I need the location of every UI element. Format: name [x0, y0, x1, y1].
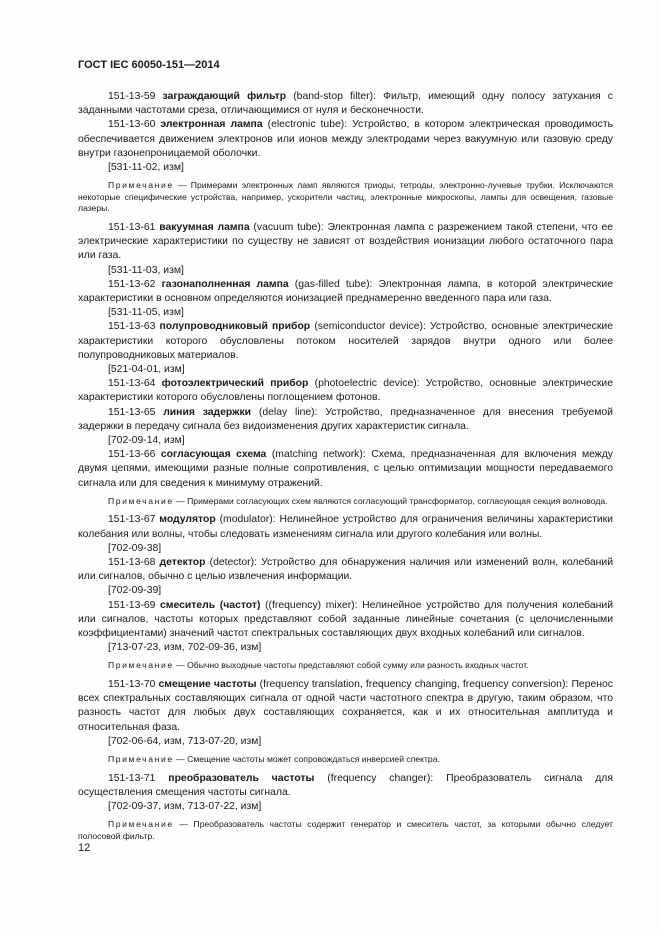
term-number: 151-13-59 — [108, 91, 163, 102]
term-definition — [78, 406, 613, 434]
note-text: — Преобразователь частоты содержит генератор и смеситель частот, за которыми обычно следует полосовой фильтр. — [78, 819, 613, 841]
source-reference: [531-11-03, изм] — [108, 264, 184, 276]
term-definition — [78, 278, 613, 306]
term-text: (gas-filled tube): Электронная лампа, в которой электрические характеристики в основном определяются ионизацией преднамеренно введенного пара или газа. — [78, 278, 613, 305]
term-text: ((frequency) mixer): Нелинейное устройство для получения колебаний или сигналов, частоты которых представляют собой заданные линейные сочетания (с целочисленными коэффициентами) значений частот спектральных составляющих двух входных колебаний или сигналов. — [78, 599, 614, 640]
note-label: Примечание — [108, 660, 174, 671]
term-name: фотоэлектрический прибор — [161, 378, 309, 390]
term-text: (band-stop filter): Фильтр, имеющий одну полосу затухания с заданными частотами среза, отличающимися от нуля и бесконечности. — [78, 91, 613, 117]
term-text: (frequency translation, frequency changing, frequency conversion): Перенос всех спектральных составляющих сигнала от одной части частотного спектра в другую, таким образом, что разность частот для любых двух составляющих сохраняется, как и их относительная амплитуда и относительная фаза. — [78, 679, 613, 733]
term-text: (matching network): Схема, предназначенная для включения между двумя цепями, имеющими разные полные сопротивления, с целью оптимизации мощности передаваемого сигнала или для сведения к минимуму отражений. — [78, 449, 613, 489]
term-number: 151-13-60 — [108, 119, 161, 131]
term-number: 151-13-70 — [108, 679, 159, 691]
term-number: 151-13-69 — [108, 599, 161, 611]
term-definition — [78, 556, 613, 584]
source-reference: [702-09-37, изм, 713-07-22, изм] — [108, 801, 262, 813]
term-name: детектор — [159, 557, 206, 569]
source-reference: [702-06-64, изм, 713-07-20, изм] — [108, 735, 262, 747]
term-name: линия задержки — [163, 406, 252, 418]
term-text: (detector): Устройство для обнаружения наличия или изменений волн, колебаний или сигналов, обычно с целью извлечения информации. — [78, 557, 613, 583]
note-text: — Примерами согласующих схем являются согласующий трансформатор, согласующая секция волновода. — [173, 495, 608, 506]
note — [78, 180, 613, 215]
term-text: (delay line): Устройство, предназначенное для внесения требуемой задержки в передачу сигнала без видоизменения других характеристик сигнала. — [78, 406, 613, 432]
source-reference: [713-07-23, изм, 702-09-36, изм] — [108, 642, 262, 654]
term-name: смещение частоты — [158, 679, 257, 691]
term-name: вакуумная лампа — [159, 222, 250, 233]
term-number: 151-13-61 — [108, 222, 160, 233]
term-name: согласующая схема — [160, 449, 267, 461]
term-name: модулятор — [159, 514, 216, 526]
note-label: Примечание — [108, 495, 174, 506]
note — [78, 496, 613, 508]
source-reference: [702-09-38] — [108, 542, 162, 554]
term-name: газонаполненная лампа — [161, 278, 289, 290]
term-definition — [78, 772, 613, 800]
page-number: 12 — [78, 842, 91, 854]
note — [78, 754, 613, 766]
term-definition — [78, 599, 613, 642]
note-label: Примечание — [108, 754, 174, 765]
source-reference: [521-04-01, изм] — [108, 364, 185, 376]
term-number: 151-13-64 — [108, 378, 162, 390]
note-text: — Обычно выходные частоты представляют собой сумму или разность входных частот. — [173, 660, 529, 671]
note-text: — Смещение частоты может сопровождаться инверсией спектра. — [173, 754, 440, 765]
term-definition — [78, 377, 613, 405]
note — [78, 660, 613, 672]
term-number: 151-13-67 — [108, 514, 160, 526]
term-name: электронная лампа — [160, 119, 263, 131]
term-text: (photoelectric device): Устройство, основные электрические характеристики которого обусловлены поглощением фотонов. — [78, 378, 614, 404]
source-reference: [531-11-05, изм] — [108, 307, 184, 319]
note — [78, 819, 613, 842]
term-definition — [78, 513, 613, 541]
note-label: Примечание — [108, 180, 174, 191]
term-text: (vacuum tube): Электронная лампа с разрежением такой степени, что ее электрические характеристики по существу не зависят от воздействия ионизации любого остаточного пара или газа. — [78, 222, 614, 262]
term-definition — [78, 118, 613, 161]
term-definition — [78, 221, 613, 264]
term-number: 151-13-66 — [108, 449, 161, 461]
note-text: — Примерами электронных ламп являются триоды, тетроды, электронно-лучевые трубки. Исключаются некоторые специфические устройства, например, ускорители частиц, электронные микроскопы, лампы для освещения, газовые лазеры. — [78, 180, 613, 214]
term-definition — [78, 448, 613, 491]
term-number: 151-13-68 — [108, 557, 160, 569]
source-reference: [531-11-02, изм] — [108, 162, 184, 174]
term-text: (modulator): Нелинейное устройство для ограничения величины характеристики колебания или волны, чтобы следовать изменениям сигнала или другого колебания или волны. — [78, 514, 613, 540]
standard-title: ГОСТ IEC 60050-151—2014 — [78, 59, 220, 71]
source-reference: [702-09-14, изм] — [108, 435, 185, 447]
term-definition — [78, 90, 613, 118]
term-number: 151-13-62 — [108, 278, 162, 290]
term-name: заграждающий фильтр — [162, 91, 287, 102]
document-body — [78, 90, 613, 848]
term-name: смеситель (частот) — [160, 599, 261, 611]
term-name: полупроводниковый прибор — [159, 321, 311, 333]
term-definition — [78, 678, 613, 735]
source-reference: [702-09-39] — [108, 585, 162, 597]
term-number: 151-13-71 — [108, 772, 169, 784]
note-label: Примечание — [108, 819, 174, 830]
term-number: 151-13-63 — [108, 321, 160, 333]
term-text: (electronic tube): Устройство, в котором электрическая проводимость обеспечивается движением электронов или ионов между электродами через вакуумную или газовую среду внутри газонепроницаемой оболочки. — [78, 119, 614, 159]
term-text: (frequency changer): Преобразователь сигнала для осуществления смещения частоты сигнала. — [78, 772, 613, 798]
term-name: преобразователь частоты — [168, 772, 315, 784]
term-definition — [78, 320, 613, 363]
term-text: (semiconductor device): Устройство, основные электрические характеристики которого обусловлены потоком носителей зарядов внутри одного или более полупроводниковых материалов. — [78, 321, 614, 361]
term-number: 151-13-65 — [108, 406, 164, 418]
